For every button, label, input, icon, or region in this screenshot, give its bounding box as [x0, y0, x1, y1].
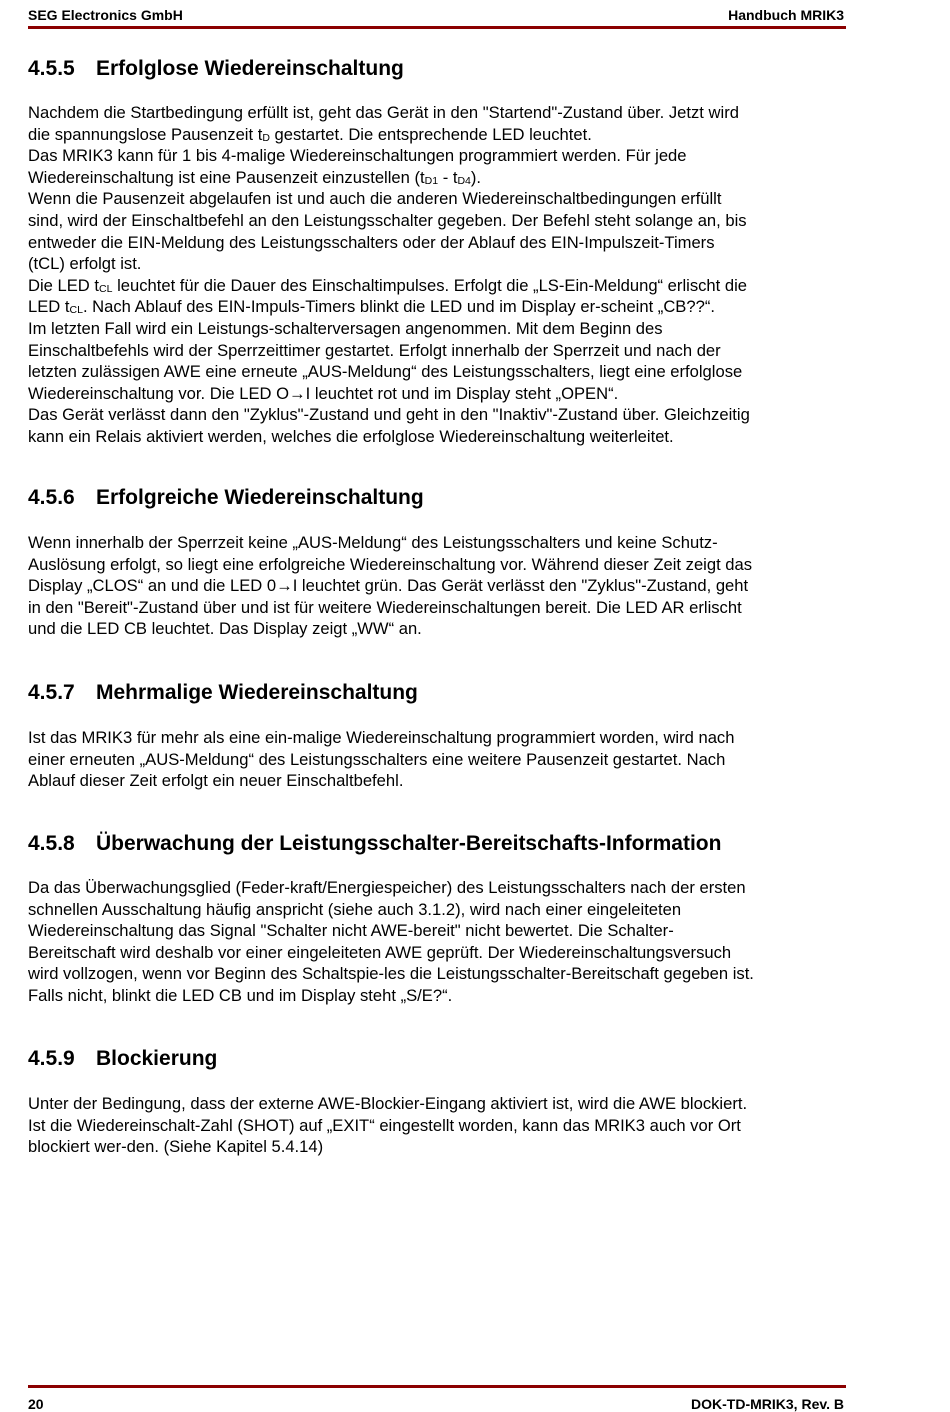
text-line: einer erneuten „AUS-Meldung“ des Leistungsschalters eine weitere Pausenzeit gestartet. Nach [28, 749, 726, 769]
section-heading-4-5-7 [28, 680, 418, 706]
paragraph-4-5-6 [28, 532, 850, 640]
text-line: Ist die Wiedereinschalt-Zahl (SHOT) auf „EXIT“ eingestellt worden, kann das MRIK3 auch vor Ort [28, 1115, 741, 1135]
section-title: Erfolgreiche Wiedereinschaltung [96, 486, 424, 509]
text-line: und die LED CB leuchtet. Das Display zeigt „WW“ an. [28, 619, 422, 639]
text-line: Ist das MRIK3 für mehr als eine ein-malige Wiedereinschaltung programmiert worden, wird nach [28, 728, 735, 747]
section-number: 4.5.5 [28, 57, 75, 80]
paragraph-4-5-9 [28, 1093, 850, 1158]
section-heading-4-5-6 [28, 485, 424, 511]
text-line: Einschaltbefehls wird der Sperrzeittimer gestartet. Erfolgt innerhalb der Sperrzeit und nach der [28, 340, 721, 360]
text-line: Auslösung erfolgt, so liegt eine erfolgreiche Wiedereinschaltung vor. Während dieser Zeit zeigt das [28, 554, 753, 574]
text-line: LED $t_{CL}$. Nach Ablauf des EIN-Impuls-Timers blinkt die LED und im Display er-scheint „CB??“. [28, 297, 715, 317]
document-id: DOK-TD-MRIK3, Rev. B [691, 1396, 844, 1412]
text-line: Bereitschaft wird deshalb vor einer eingeleiteten AWE geprüft. Der Wiedereinschaltungsversuch [28, 942, 732, 962]
text-line: Da das Überwachungsglied (Feder-kraft/Energiespeicher) des Leistungsschalters nach der ersten [28, 878, 746, 897]
text-line: sind, wird der Einschaltbefehl an den Leistungsschalter gegeben. Der Befehl steht solange an, bis [28, 210, 747, 230]
text-line: Display „CLOS“ an und die LED 0→I leuchtet grün. Das Gerät verlässt den "Zyklus"-Zustand, geht [28, 576, 749, 596]
text-line: Im letzten Fall wird ein Leistungs-schalterversagen angenommen. Mit dem Beginn des [28, 318, 663, 338]
section-heading-4-5-9 [28, 1046, 217, 1072]
text-line: wird vollzogen, wenn vor Beginn des Schaltspie-les die Leistungsschalter-Bereitschaft gegeben ist. [28, 964, 754, 984]
text-line: (tCL) erfolgt ist. [28, 254, 142, 274]
section-title: Mehrmalige Wiedereinschaltung [96, 681, 418, 704]
text-line: Nachdem die Startbedingung erfüllt ist, geht das Gerät in den "Startend"-Zustand über. Jetzt wird [28, 103, 739, 122]
text-line: Wiedereinschaltung ist eine Pausenzeit einzustellen $(t_{D1} - t_{D4})$. [28, 167, 482, 187]
section-number: 4.5.8 [28, 832, 75, 855]
text-line: Das Gerät verlässt dann den "Zyklus"-Zustand und geht in den "Inaktiv"-Zustand über. Gleichzeitig [28, 405, 750, 425]
text-line: in den "Bereit"-Zustand über und ist für weitere Wiedereinschaltungen bereit. Die LED AR erlischt [28, 597, 742, 617]
text-line: Unter der Bedingung, dass der externe AWE-Blockier-Eingang aktiviert ist, wird die AWE blockiert. [28, 1094, 748, 1113]
text-line: entweder die EIN-Meldung des Leistungsschalters oder der Ablauf des EIN-Impulszeit-Timers [28, 232, 715, 252]
text-line: Wenn innerhalb der Sperrzeit keine „AUS-Meldung“ des Leistungsschalters und keine Schutz- [28, 533, 718, 552]
text-line: Ablauf dieser Zeit erfolgt ein neuer Einschaltbefehl. [28, 771, 404, 791]
page-header [28, 4, 846, 29]
section-number: 4.5.7 [28, 681, 75, 704]
text-line: blockiert wer-den. (Siehe Kapitel 5.4.14) [28, 1137, 324, 1157]
text-line: die spannungslose Pausenzeit $t_D$ gestartet. Die entsprechende LED leuchtet. [28, 124, 592, 144]
section-number: 4.5.6 [28, 486, 75, 509]
text-line: Wiedereinschaltung vor. Die LED O→I leuchtet rot und im Display steht „OPEN“. [28, 383, 619, 403]
text-line: letzten zulässigen AWE eine erneute „AUS-Meldung“ des Leistungsschalters, liegt eine erfolglose [28, 362, 743, 382]
section-heading-4-5-5 [28, 56, 404, 82]
text-line: Wenn die Pausenzeit abgelaufen ist und auch die anderen Wiedereinschaltbedingungen erfüllt [28, 189, 722, 209]
paragraph-4-5-5 [28, 102, 850, 448]
paragraph-4-5-7 [28, 727, 850, 792]
section-heading-4-5-8 [28, 831, 721, 857]
section-title: Erfolglose Wiedereinschaltung [96, 57, 404, 80]
text-line: Das MRIK3 kann für 1 bis 4-malige Wiedereinschaltungen programmiert werden. Für jede [28, 146, 687, 166]
page-number: 20 [28, 1396, 44, 1412]
page-footer [28, 1385, 846, 1412]
section-number: 4.5.9 [28, 1047, 75, 1070]
text-line: Falls nicht, blinkt die LED CB und im Display steht „S/E?“. [28, 985, 453, 1005]
company-name: SEG Electronics GmbH [28, 7, 183, 23]
text-line: schnellen Ausschaltung häufig anspricht (siehe auch 3.1.2), wird nach einer eingeleiteten [28, 899, 682, 919]
text-line: kann ein Relais aktiviert werden, welches die erfolglose Wiedereinschaltung weiterleitet. [28, 426, 674, 446]
text-line: Die LED $t_{CL}$ leuchtet für die Dauer des Einschaltimpulses. Erfolgt die „LS-Ein-Meldung“ erlischt die [28, 275, 748, 295]
manual-title: Handbuch MRIK3 [728, 7, 844, 23]
paragraph-4-5-8 [28, 877, 850, 1007]
text-line: Wiedereinschaltung das Signal "Schalter nicht AWE-bereit" nicht bewertet. Die Schalter- [28, 921, 674, 941]
section-title: Überwachung der Leistungsschalter-Bereitschafts-Information [96, 832, 722, 855]
section-title: Blockierung [96, 1047, 218, 1070]
